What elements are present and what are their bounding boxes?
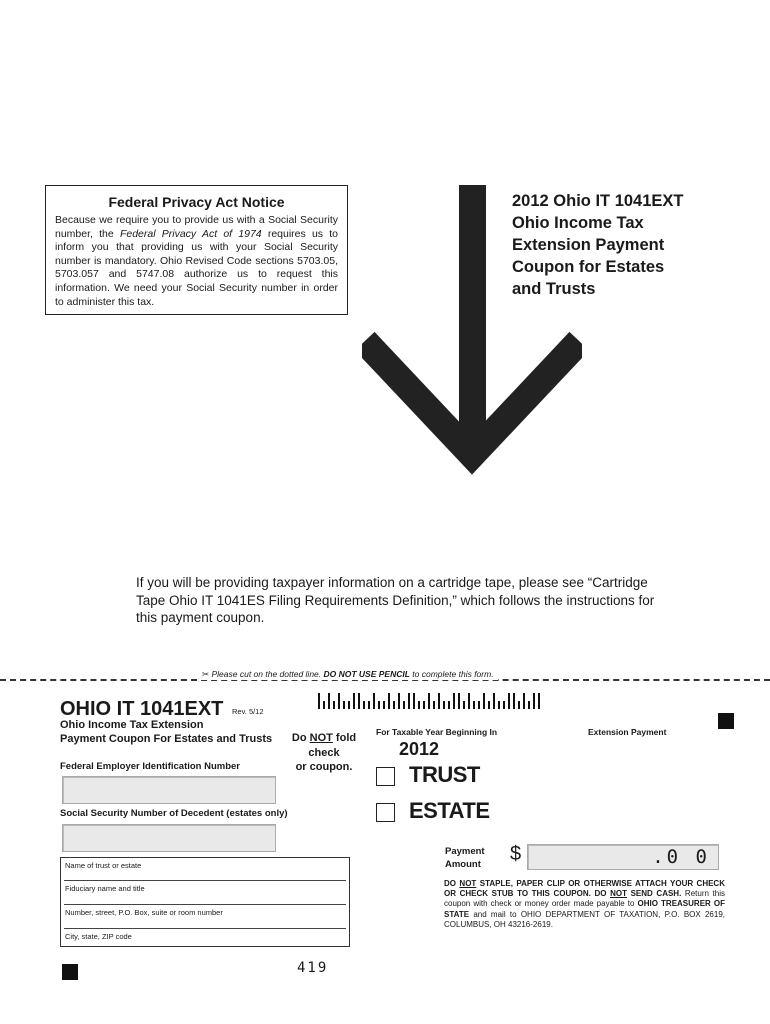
- alignment-mark-bottom-left: [62, 964, 78, 980]
- trust-name-input[interactable]: [64, 880, 346, 881]
- mailing-instructions: DO NOT STAPLE, PAPER CLIP OR OTHERWISE ATTACH YOUR CHECK OR CHECK STUB TO THIS COUPON. DO NOT SEND CASH. Return this coupon with check or money order made payable to OHIO TREASURER OF STATE and mail to OHIO DEPARTMENT OF TAXATION, P.O. BOX 2619, COLUMBUS, OH 43216-2619.: [444, 879, 726, 929]
- form-subtitle: Ohio Income Tax Extension Payment Coupon For Estates and Trusts: [60, 719, 273, 745]
- trust-checkbox[interactable]: [376, 767, 395, 786]
- payment-amount-label: Payment Amount: [445, 846, 485, 870]
- tax-year: 2012: [399, 739, 440, 759]
- privacy-notice-text: Because we require you to provide us with a Social Security number, the Federal Privacy Act of 1974 requires us to inform you that providing us with your Social Security number is mandatory. Ohio Revised Code sections 5703.05, 5703.057 and 5747.08 authorize us to request this information. We need your Social Security number in order to administer this tax.: [55, 214, 339, 308]
- document-number: 419: [297, 960, 329, 976]
- coupon-heading: [512, 190, 742, 300]
- scissors-icon: ✂: [202, 669, 210, 679]
- ssn-input[interactable]: [62, 824, 276, 852]
- do-not-fold-notice: Do NOT fold check or coupon.: [291, 732, 357, 773]
- privacy-notice-title: Federal Privacy Act Notice: [108, 194, 285, 210]
- street-label: Number, street, P.O. Box, suite or room number: [65, 908, 223, 917]
- city-label: City, state, ZIP code: [65, 932, 132, 941]
- coupon-heading-line: and Trusts: [512, 280, 596, 298]
- revision-date: Rev. 5/12: [232, 707, 264, 716]
- form-title: OHIO IT 1041EXT: [60, 698, 224, 720]
- ssn-label: Social Security Number of Decedent (estates only): [60, 808, 288, 819]
- cut-notice: ✂ Please cut on the dotted line. DO NOT USE PENCIL to complete this form.: [198, 669, 498, 680]
- fiduciary-input[interactable]: [64, 904, 346, 905]
- trust-name-label: Name of trust or estate: [65, 861, 142, 870]
- estate-label: ESTATE: [409, 798, 490, 823]
- privacy-notice-box: [45, 185, 348, 315]
- postal-barcode: [318, 693, 542, 709]
- coupon-heading-line: Extension Payment: [512, 236, 665, 254]
- dollar-sign: $: [510, 843, 522, 865]
- coupon-heading-line: Ohio Income Tax: [512, 214, 644, 232]
- estate-checkbox[interactable]: [376, 803, 395, 822]
- coupon-heading-line: 2012 Ohio IT 1041EXT: [512, 192, 684, 210]
- payment-cents: .0 0: [652, 846, 710, 868]
- fein-input[interactable]: [62, 776, 276, 804]
- extension-payment-label: Extension Payment: [588, 727, 667, 737]
- address-box: [60, 857, 350, 947]
- tax-year-label: For Taxable Year Beginning In: [376, 727, 498, 737]
- trust-label: TRUST: [409, 762, 480, 787]
- alignment-mark-top-right: [718, 713, 734, 729]
- payment-amount-input[interactable]: [527, 844, 719, 870]
- coupon-heading-line: Coupon for Estates: [512, 258, 665, 276]
- fiduciary-label: Fiduciary name and title: [65, 884, 145, 893]
- cartridge-tape-instruction: If you will be providing taxpayer information on a cartridge tape, please see “Cartridge Tape Ohio IT 1041ES Filing Requirements Definition,” which follows the instructions for this payment coupon.: [136, 575, 655, 625]
- fein-label: Federal Employer Identification Number: [60, 761, 241, 772]
- street-input[interactable]: [64, 928, 346, 929]
